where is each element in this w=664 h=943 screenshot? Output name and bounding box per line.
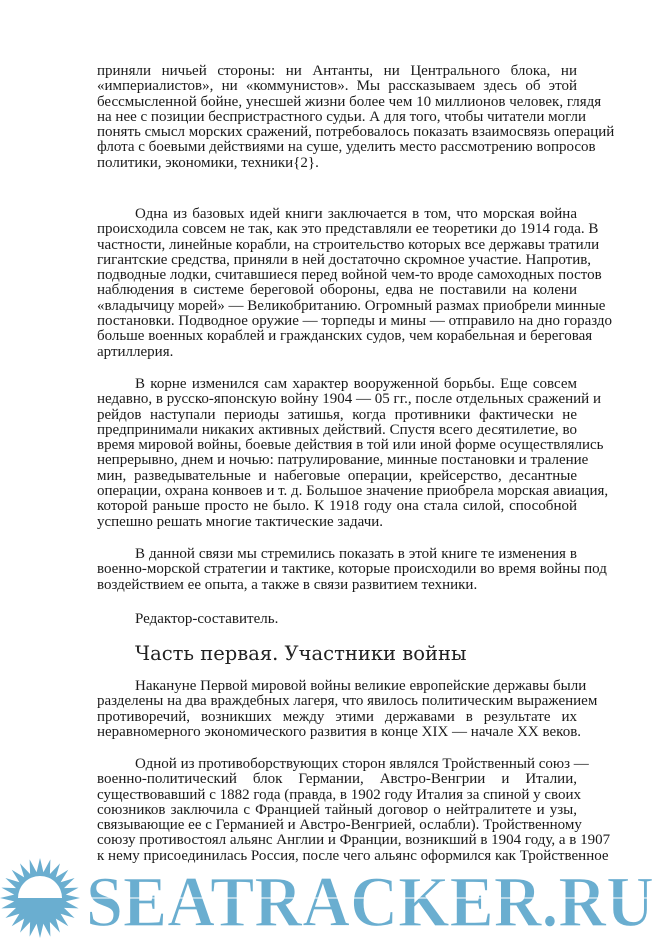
text-line: частности, линейные корабли, на строительство которых все державы тратили bbox=[97, 236, 600, 253]
text-line: предпринимали никаких активных действий. Спустя всего десятилетие, во bbox=[97, 421, 577, 438]
text-line: флота с боевыми действиями на суше, уделить место рассмотрению вопросов bbox=[97, 139, 596, 156]
text-line: неравномерного экономического развития в конце XIX — начале XX веков. bbox=[97, 723, 582, 740]
text-line: В корне изменился сам характер вооруженной борьбы. Еще совсем bbox=[135, 376, 577, 392]
text-line: «владычицу морей» — Великобританию. Огромный размах приобрели минные bbox=[97, 297, 606, 314]
text-line: рейдов наступали периоды затишья, когда противники фактически не bbox=[97, 406, 577, 423]
text-line: больше военных кораблей и гражданских судов, чем корабельная и береговая bbox=[97, 328, 593, 345]
text-line: Одной из противоборствующих сторон являлся Тройственный союз — bbox=[135, 756, 589, 772]
text-line: Одна из базовых идей книги заключается в том, что морская война bbox=[135, 206, 577, 222]
text-line: В данной связи мы стремились показать в этой книге те изменения в bbox=[135, 546, 577, 562]
text-line: недавно, в русско-японскую войну 1904 — 05 гг., после отдельных сражений и bbox=[97, 391, 601, 408]
text-line: Накануне Первой мировой войны великие европейские державы были bbox=[135, 678, 587, 694]
text-line: союзников заключила с Францией тайный договор о нейтралитете и узы, bbox=[97, 801, 577, 818]
text-line: постановки. Подводное оружие — торпеды и мины — отправило на дно гораздо bbox=[97, 313, 613, 330]
paragraph-3 bbox=[97, 376, 609, 530]
text-line: мин, разведывательные и набеговые операции, крейсерство, десантные bbox=[97, 467, 577, 484]
text-line: приняли ничьей стороны: ни Антанты, ни Центрального блока, ни bbox=[97, 63, 577, 79]
paragraph-2 bbox=[97, 206, 613, 360]
text-line: политики, экономики, техники{2}. bbox=[97, 154, 319, 171]
text-line: воздействием ее опыта, а также в связи развитием техники. bbox=[97, 576, 478, 593]
text-line: которой раньше просто не было. К 1918 году она стала силой, способной bbox=[97, 498, 577, 515]
sun-icon bbox=[0, 858, 80, 938]
text-line: понять смысл морских сражений, потребовалось показать взаимосвязь операций bbox=[97, 124, 615, 141]
text-line: происходила совсем не так, как это представляли ее теоретики до 1914 года. В bbox=[97, 221, 599, 238]
text-line: успешно решать многие тактические задачи. bbox=[97, 513, 384, 530]
text-line: гигантские средства, приняли в ней достаточно скромное участие. Напротив, bbox=[97, 251, 592, 268]
text-line: связывающие ее с Германией и Австро-Венгрией, ослабли). Тройственному bbox=[97, 817, 582, 834]
text-line: время мировой войны, боевые действия в той или иной форме осуществлялись bbox=[97, 437, 604, 454]
text-line: артиллерия. bbox=[97, 343, 174, 360]
paragraph-5 bbox=[97, 612, 577, 627]
watermark-text: SEATRACKER.RU bbox=[86, 862, 654, 942]
chapter-heading: Часть первая. Участники войны bbox=[135, 642, 467, 665]
text-line: существовавший с 1882 года (правда, в 1902 году Италия за спиной у своих bbox=[97, 786, 582, 803]
text-line: разделены на два враждебных лагеря, что явилось политическим выражением bbox=[97, 693, 598, 710]
text-line: операции, охрана конвоев и т. д. Большое значение приобрела морская авиация, bbox=[97, 483, 609, 500]
text-line: союзу противостоял альянс Англии и Франции, возникший в 1904 году, а в 1907 bbox=[97, 832, 611, 849]
text-line: на нее с позиции беспристрастного судьи. А для того, чтобы читатели могли bbox=[97, 108, 587, 125]
text-line: военно-морской стратегии и тактике, которые происходили во время войны под bbox=[97, 561, 607, 578]
text-line: бессмысленной бойне, унесшей жизни более чем 10 миллионов человек, глядя bbox=[97, 93, 602, 110]
text-line: противоречий, возникших между этими державами в результате их bbox=[97, 708, 577, 725]
text-line: «империалистов», ни «коммунистов». Мы рассказываем здесь об этой bbox=[97, 78, 577, 95]
paragraph-7 bbox=[97, 756, 611, 864]
paragraph-1 bbox=[97, 63, 615, 171]
text-line: непрерывно, днем и ночью: патрулирование, минные постановки и траление bbox=[97, 452, 589, 469]
text-line: к нему присоединилась Россия, после чего альянс оформился как Тройственное bbox=[97, 847, 609, 864]
text-line: Редактор-составитель. bbox=[135, 611, 279, 627]
paragraph-6 bbox=[97, 678, 598, 740]
paragraph-4 bbox=[97, 546, 607, 593]
text-line: наблюдения в системе береговой обороны, едва не поставили на колени bbox=[97, 282, 577, 299]
watermark-logo bbox=[0, 858, 664, 943]
text-line: подводные лодки, считавшиеся перед войной чем-то вроде самоходных постов bbox=[97, 267, 602, 284]
text-line: военно-политический блок Германии, Австро-Венгрии и Италии, bbox=[97, 771, 577, 788]
